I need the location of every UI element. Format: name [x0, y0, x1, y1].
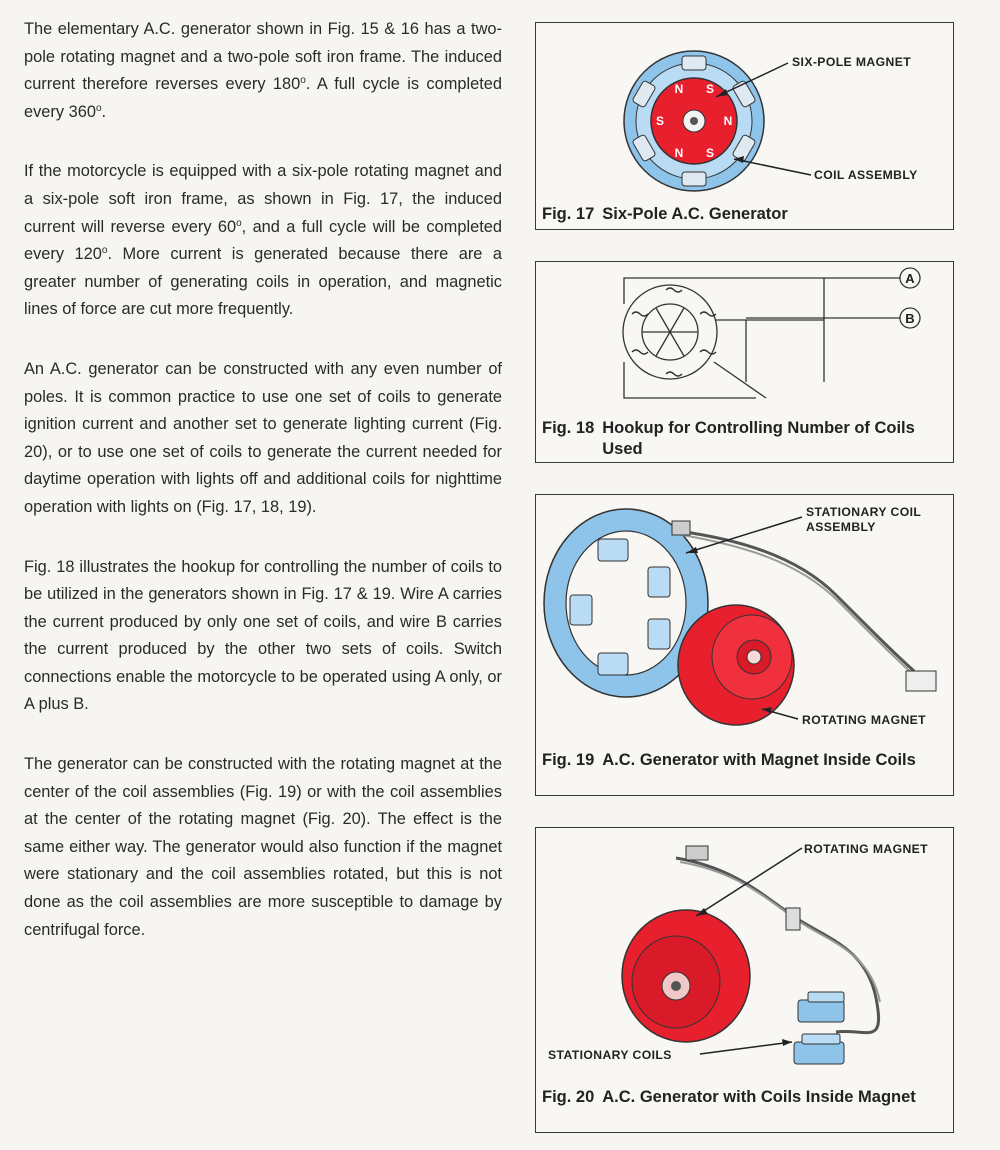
- rotating-magnet-label: ROTATING MAGNET: [802, 713, 927, 727]
- figure-number: Fig. 18: [542, 419, 595, 437]
- figure-number: Fig. 20: [542, 1088, 595, 1106]
- paragraph-5: The generator can be constructed with the rotating magnet at the center of the coil assemblies (Fig. 19) or with the coil assemblies at the center of the rotating magnet (Fig. 20). The effect is the same either way. The generator would also function if the magnet were stationary and the coil assemblies rotated, but this is not done as the coil assemblies are more susceptible to damage by centrifugal force.: [24, 755, 502, 939]
- paragraph-4: Fig. 18 illustrates the hookup for controlling the number of coils to be utilized in the generators shown in Fig. 17 & 19. Wire A carries the current produced by only one set of coils, and wire B carries the current produced by the other two sets of coils. Switch connections enable the motorcycle to be operated using A only, or A plus B.: [24, 557, 502, 714]
- figure-19: [535, 494, 954, 796]
- stationary-coil-assembly-label: STATIONARY COIL ASSEMBLY: [806, 505, 922, 534]
- pole-label: N: [674, 146, 684, 160]
- pole-label: S: [655, 114, 665, 128]
- pole-label: S: [705, 82, 715, 96]
- figure-title: Hookup for Controlling Number of Coils Used: [602, 419, 915, 458]
- figure-title: A.C. Generator with Magnet Inside Coils: [602, 751, 916, 769]
- wire-b-label: B: [905, 311, 915, 326]
- paragraph-1: The elementary A.C. generator shown in Fig. 15 & 16 has a two-pole rotating magnet and a two-pole soft iron frame. The induced current therefore reverses every 180$^o$. A full cycle is completed every 360$^o$.: [24, 20, 503, 121]
- six-pole-magnet-label: SIX-POLE MAGNET: [792, 55, 912, 69]
- figure-number: Fig. 17: [542, 205, 595, 223]
- coil-assembly-label: COIL ASSEMBLY: [814, 168, 918, 182]
- paragraph-2: If the motorcycle is equipped with a six-pole rotating magnet and a six-pole soft iron frame, as shown in Fig. 17, the induced current will reverse every 60$^o$, and a full cycle will be completed every 120$^o$. More current is generated because there are a greater number of generating coils in operation, and magnetic lines of force are cut more frequently.: [24, 162, 502, 319]
- fig-17-caption: [542, 204, 947, 225]
- pole-label: N: [723, 114, 733, 128]
- figure-title: A.C. Generator with Coils Inside Magnet: [602, 1088, 916, 1106]
- paragraph-3: An A.C. generator can be constructed with any even number of poles. It is common practice to use one set of coils to generate ignition current and another set to generate lighting current (Fig. 20), or to use one set of coils to generate the current needed for daytime operation with lights off and additional coils for nighttime operation with lights on (Fig. 17, 18, 19).: [24, 359, 502, 516]
- figure-18: [535, 261, 954, 463]
- figure-title: Six-Pole A.C. Generator: [602, 205, 788, 223]
- fig-18-caption: [542, 418, 947, 460]
- fig-19-caption: [542, 750, 947, 771]
- pole-label: N: [674, 82, 684, 96]
- wire-a-label: A: [905, 271, 915, 286]
- figure-17: [535, 22, 954, 230]
- pole-label: S: [705, 146, 715, 160]
- stationary-coils-label: STATIONARY COILS: [548, 1048, 672, 1062]
- rotating-magnet-label: ROTATING MAGNET: [804, 842, 929, 856]
- figure-number: Fig. 19: [542, 751, 595, 769]
- fig-20-caption: [542, 1087, 947, 1108]
- figure-20: [535, 827, 954, 1133]
- body-text: [24, 16, 502, 976]
